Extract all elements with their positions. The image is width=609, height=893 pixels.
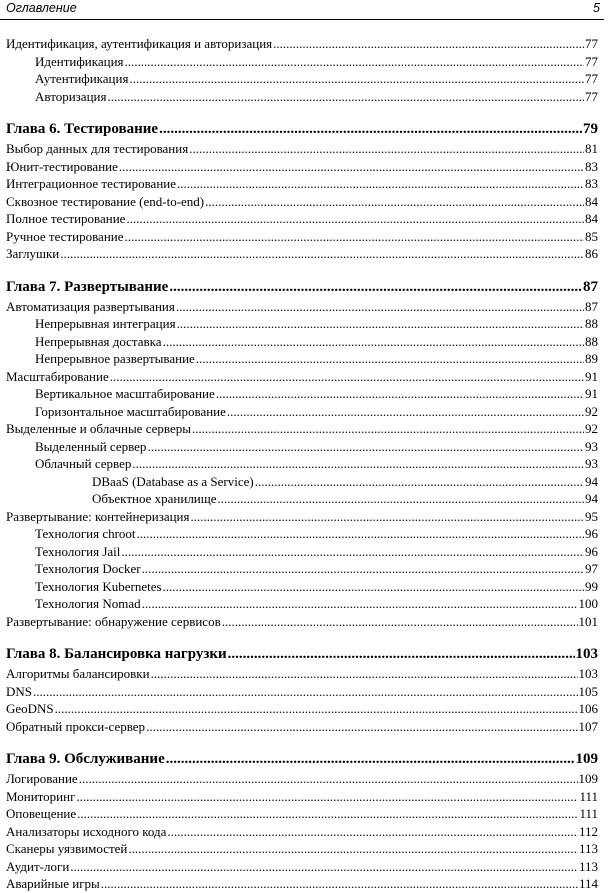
toc-entry[interactable] xyxy=(6,228,598,246)
dot-leader xyxy=(146,718,577,736)
toc-entry[interactable] xyxy=(6,333,598,351)
dot-leader xyxy=(60,245,584,263)
toc-entry-page: 109 xyxy=(575,751,598,767)
toc-entry-title: Объектное хранилище xyxy=(92,491,217,506)
toc-entry-page: 85 xyxy=(585,228,598,244)
toc-entry-title: Горизонтальное масштабирование xyxy=(35,403,226,419)
dot-leader xyxy=(169,276,582,298)
dot-leader xyxy=(107,88,584,106)
toc-entry-page: 81 xyxy=(585,141,598,156)
toc-entry[interactable] xyxy=(6,158,598,176)
toc-entry-title: Идентификация xyxy=(35,53,124,69)
toc-entry[interactable] xyxy=(6,438,598,456)
toc-entry[interactable] xyxy=(6,700,598,718)
dot-leader xyxy=(166,748,575,770)
toc-entry-title: Технология Docker xyxy=(35,561,141,576)
toc-chapter[interactable] xyxy=(6,643,598,665)
toc-entry-title: Оповещение xyxy=(6,806,77,821)
toc-entry[interactable] xyxy=(6,385,598,403)
toc-entry[interactable] xyxy=(6,70,598,88)
dot-leader xyxy=(147,438,584,456)
dot-leader xyxy=(121,543,584,561)
header-page-number: 5 xyxy=(593,1,600,15)
toc-entry-title: Юнит-тестирование xyxy=(6,158,118,174)
toc-chapter[interactable] xyxy=(6,748,598,770)
toc-entry-title: Авторизация xyxy=(35,88,107,104)
dot-leader xyxy=(196,350,584,368)
toc-entry-page: 83 xyxy=(585,158,598,174)
running-header xyxy=(0,0,604,20)
toc-entry-title: Алгоритмы балансировки xyxy=(6,666,150,681)
toc-entry-page: 111 xyxy=(579,806,598,821)
toc-entry[interactable] xyxy=(6,788,598,806)
toc-entry[interactable] xyxy=(6,875,598,893)
toc-entry-page: 112 xyxy=(578,823,598,839)
toc-entry[interactable] xyxy=(6,858,598,876)
toc-entry[interactable] xyxy=(6,543,598,561)
toc-entry[interactable] xyxy=(6,210,598,228)
dot-leader xyxy=(137,525,584,543)
toc-entry[interactable] xyxy=(6,683,598,701)
toc-entry[interactable] xyxy=(6,665,598,683)
toc-entry-page: 113 xyxy=(578,858,598,874)
dot-leader xyxy=(151,665,578,683)
dot-leader xyxy=(177,175,584,193)
dot-leader xyxy=(218,490,584,508)
toc-entry[interactable] xyxy=(6,560,598,578)
toc-entry-title: Мониторинг xyxy=(6,788,76,804)
toc-entry[interactable] xyxy=(6,840,598,858)
toc-entry-title: Глава 8. Балансировка нагрузки xyxy=(6,646,227,662)
dot-leader xyxy=(216,385,584,403)
toc-entry-title: Технология Kubernetes xyxy=(35,578,162,594)
toc-entry[interactable] xyxy=(6,823,598,841)
toc-entry-page: 113 xyxy=(578,841,598,856)
toc-entry[interactable] xyxy=(6,140,598,158)
toc-entry-page: 107 xyxy=(578,718,598,734)
toc-entry-page: 114 xyxy=(578,876,598,891)
dot-leader xyxy=(77,805,578,823)
toc-entry[interactable] xyxy=(6,88,598,106)
toc-entry[interactable] xyxy=(6,245,598,263)
dot-leader xyxy=(222,613,578,631)
toc-entry-page: 93 xyxy=(585,456,598,471)
toc-entry-title: Развертывание: обнаружение сервисов xyxy=(6,613,221,629)
dot-leader xyxy=(228,643,575,665)
dot-leader xyxy=(191,508,585,526)
toc-entry[interactable] xyxy=(6,455,598,473)
toc-entry-page: 94 xyxy=(585,473,598,489)
toc-entry[interactable] xyxy=(6,508,598,526)
toc-entry[interactable] xyxy=(6,175,598,193)
toc-entry-title: Заглушки xyxy=(6,246,60,261)
toc-entry-title: GeoDNS xyxy=(6,701,54,716)
toc-entry-title: Интеграционное тестирование xyxy=(6,176,177,191)
toc-entry[interactable] xyxy=(6,420,598,438)
toc-entry-page: 88 xyxy=(585,316,598,331)
toc-entry-title: Глава 6. Тестирование xyxy=(6,121,159,137)
toc-entry-title: Непрерывное развертывание xyxy=(35,351,195,366)
toc-entry-title: Масштабирование xyxy=(6,368,109,384)
dot-leader xyxy=(142,595,578,613)
toc-entry-page: 87 xyxy=(585,298,598,314)
toc-entry[interactable] xyxy=(6,770,598,788)
toc-entry-page: 93 xyxy=(585,438,598,454)
toc-entry-page: 77 xyxy=(585,53,598,69)
dot-leader xyxy=(255,473,584,491)
toc-entry-page: 94 xyxy=(585,491,598,506)
toc-entry[interactable] xyxy=(6,53,598,71)
toc-entry[interactable] xyxy=(6,403,598,421)
dot-leader xyxy=(205,193,584,211)
dot-leader xyxy=(132,455,584,473)
dot-leader xyxy=(177,315,584,333)
toc-entry-page: 97 xyxy=(585,561,598,576)
toc-entry[interactable] xyxy=(6,525,598,543)
toc-entry[interactable] xyxy=(6,473,598,491)
toc-entry[interactable] xyxy=(6,613,598,631)
toc-entry-page: 92 xyxy=(585,403,598,419)
toc-entry-title: Технология chroot xyxy=(35,526,136,541)
toc-entry-title: Непрерывная интеграция xyxy=(35,316,176,331)
toc-entry-page: 84 xyxy=(585,193,598,209)
toc-entry-title: Развертывание: контейнеризация xyxy=(6,508,190,524)
dot-leader xyxy=(167,823,578,841)
toc-entry-page: 89 xyxy=(585,351,598,366)
dot-leader xyxy=(55,700,578,718)
toc-entry[interactable] xyxy=(6,368,598,386)
dot-leader xyxy=(189,140,584,158)
toc-entry-page: 77 xyxy=(585,88,598,104)
dot-leader xyxy=(110,368,584,386)
dot-leader xyxy=(125,53,584,71)
toc-entry-page: 105 xyxy=(578,683,598,699)
dot-leader xyxy=(128,840,578,858)
dot-leader xyxy=(125,228,584,246)
toc-entry-title: Выбор данных для тестирования xyxy=(6,141,189,156)
toc-chapter[interactable] xyxy=(6,118,598,140)
toc-entry[interactable] xyxy=(6,718,598,736)
table-of-contents xyxy=(6,35,598,893)
toc-entry-page: 91 xyxy=(585,368,598,384)
toc-entry-page: 77 xyxy=(585,36,598,51)
toc-entry-page: 95 xyxy=(585,508,598,524)
dot-leader xyxy=(76,788,578,806)
dot-leader xyxy=(142,560,584,578)
toc-entry-title: Автоматизация развертывания xyxy=(6,298,175,314)
toc-entry-page: 92 xyxy=(585,421,598,436)
dot-leader xyxy=(163,333,584,351)
toc-entry-title: Полное тестирование xyxy=(6,211,126,226)
toc-entry[interactable] xyxy=(6,805,598,823)
toc-entry-page: 109 xyxy=(578,771,598,786)
toc-entry-page: 100 xyxy=(578,596,598,611)
toc-entry-title: Технология Jail xyxy=(35,543,121,559)
toc-entry[interactable] xyxy=(6,595,598,613)
toc-entry-title: Непрерывная доставка xyxy=(35,333,162,349)
toc-entry-title: Выделенный сервер xyxy=(35,438,147,454)
dot-leader xyxy=(159,118,582,140)
toc-entry[interactable] xyxy=(6,490,598,508)
dot-leader xyxy=(33,683,577,701)
dot-leader xyxy=(192,420,584,438)
toc-entry[interactable] xyxy=(6,193,598,211)
toc-entry-page: 84 xyxy=(585,211,598,226)
toc-entry-title: Аварийные игры xyxy=(6,876,100,891)
toc-entry-title: Логирование xyxy=(6,771,78,786)
toc-entry-page: 87 xyxy=(583,278,598,295)
toc-entry-title: Облачный сервер xyxy=(35,456,132,471)
toc-entry-page: 91 xyxy=(585,386,598,401)
toc-entry-page: 99 xyxy=(585,578,598,594)
toc-entry-page: 88 xyxy=(585,333,598,349)
toc-entry-page: 111 xyxy=(579,788,598,804)
dot-leader xyxy=(163,578,584,596)
toc-entry-page: 103 xyxy=(575,646,598,662)
toc-entry[interactable] xyxy=(6,298,598,316)
toc-entry-title: Обратный прокси-сервер xyxy=(6,718,146,734)
dot-leader xyxy=(273,35,584,53)
toc-entry-page: 106 xyxy=(578,701,598,716)
toc-entry-page: 96 xyxy=(585,526,598,541)
toc-entry-title: Вертикальное масштабирование xyxy=(35,386,215,401)
toc-entry-title: DNS xyxy=(6,683,33,699)
toc-entry-title: Аудит-логи xyxy=(6,858,70,874)
dot-leader xyxy=(119,158,584,176)
header-title: Оглавление xyxy=(6,1,77,15)
dot-leader xyxy=(70,858,578,876)
toc-entry[interactable] xyxy=(6,315,598,333)
toc-entry[interactable] xyxy=(6,35,598,53)
toc-entry-title: Сквозное тестирование (end-to-end) xyxy=(6,193,205,209)
toc-entry-page: 86 xyxy=(585,246,598,261)
toc-chapter[interactable] xyxy=(6,276,598,298)
toc-entry-title: Аутентификация xyxy=(35,71,129,86)
toc-entry-page: 103 xyxy=(578,666,598,681)
toc-entry-title: Сканеры уязвимостей xyxy=(6,841,128,856)
toc-entry-title: Идентификация, аутентификация и авторизация xyxy=(6,36,273,51)
toc-entry-title: DBaaS (Database as a Service) xyxy=(92,473,254,489)
toc-entry-title: Глава 7. Развертывание xyxy=(6,278,169,295)
toc-entry-title: Выделенные и облачные серверы xyxy=(6,421,191,436)
toc-entry-page: 96 xyxy=(585,543,598,559)
dot-leader xyxy=(101,875,578,893)
toc-entry-title: Ручное тестирование xyxy=(6,228,124,244)
toc-entry-title: Анализаторы исходного кода xyxy=(6,823,167,839)
toc-entry-page: 77 xyxy=(585,71,598,86)
toc-entry-page: 79 xyxy=(583,121,598,137)
toc-entry-title: Глава 9. Обслуживание xyxy=(6,751,165,767)
toc-entry[interactable] xyxy=(6,578,598,596)
toc-entry-page: 83 xyxy=(585,176,598,191)
dot-leader xyxy=(126,210,584,228)
dot-leader xyxy=(79,770,578,788)
dot-leader xyxy=(176,298,584,316)
dot-leader xyxy=(227,403,584,421)
dot-leader xyxy=(129,70,584,88)
toc-entry[interactable] xyxy=(6,350,598,368)
toc-entry-page: 101 xyxy=(578,613,598,629)
toc-entry-title: Технология Nomad xyxy=(35,596,141,611)
